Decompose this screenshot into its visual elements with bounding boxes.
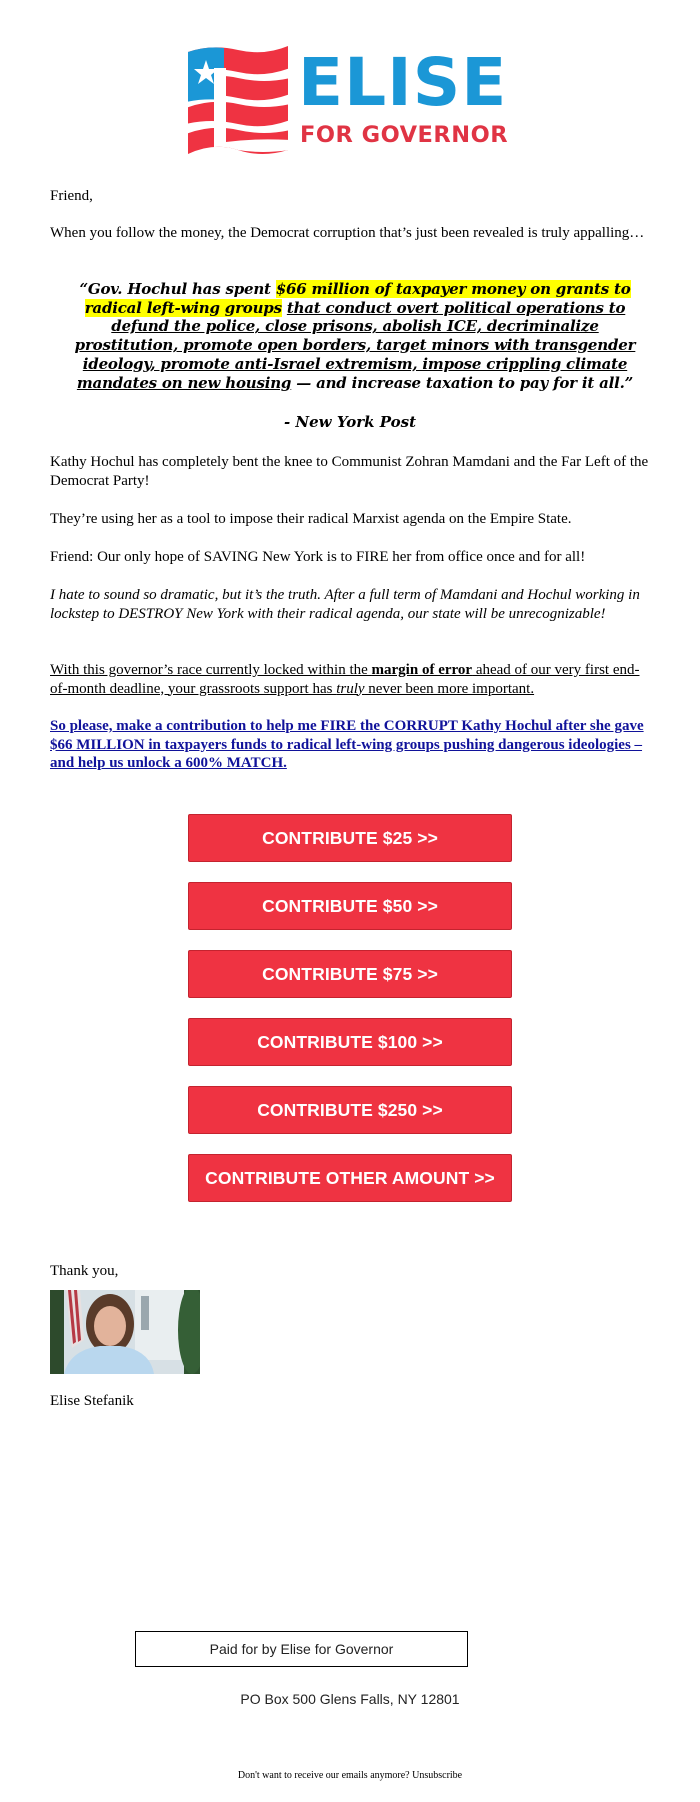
- flag-e-icon: [186, 42, 290, 158]
- sign-off: Thank you,: [50, 1263, 119, 1279]
- greeting: Friend,: [50, 188, 93, 204]
- logo-tagline: FOR GOVERNOR: [300, 122, 509, 148]
- paragraph-4-italic: I hate to sound so dramatic, but it’s the truth. After a full term of Mamdani and Hochul working in lockstep to DESTROY New York with their radical agenda, our state will be unrecognizable!: [50, 587, 640, 622]
- urgency-text-1: With this governor’s race currently locked within the: [50, 662, 372, 678]
- quote-underlined: that conduct overt political operations to defund the police, close prisons, abolish ICE, decriminalize prostitution, promote open borders, target minors with transgender ideology, promote anti-Israel extremism, impose crippling climate mandates on new housing: [74, 298, 636, 392]
- urgency-paragraph: [50, 661, 650, 698]
- quote-close: — and increase taxation to pay for it all.”: [291, 373, 634, 392]
- unsubscribe-link[interactable]: Unsubscribe: [412, 1770, 463, 1781]
- paragraph-1: Kathy Hochul has completely bent the knee to Communist Zohran Mamdani and the Far Left of the Democrat Party!: [50, 454, 649, 489]
- unsubscribe-line: [0, 1770, 700, 1781]
- quote-highlight: $66 million of taxpayer money on grants to radical left-wing groups: [84, 280, 631, 317]
- mailing-address: PO Box 500 Glens Falls, NY 12801: [240, 1691, 460, 1707]
- contribute-50-button[interactable]: CONTRIBUTE $50 >>: [188, 882, 512, 930]
- urgency-italic: truly: [336, 680, 365, 697]
- contribute-100-button[interactable]: CONTRIBUTE $100 >>: [188, 1018, 512, 1066]
- quote-open: “Gov. Hochul has spent: [79, 280, 276, 298]
- paragraph-3: Friend: Our only hope of SAVING New York is to FIRE her from office once and for all!: [50, 549, 586, 565]
- contribute-75-button[interactable]: CONTRIBUTE $75 >>: [188, 950, 512, 998]
- urgency-text-3: never been more important.: [364, 680, 535, 697]
- urgency-bold: margin of error: [371, 662, 473, 678]
- contribute-250-button[interactable]: CONTRIBUTE $250 >>: [188, 1086, 512, 1134]
- logo-wordmark: ELISE: [298, 44, 508, 121]
- contribute-other-amount-button[interactable]: CONTRIBUTE OTHER AMOUNT >>: [188, 1154, 512, 1202]
- signature-name: Elise Stefanik: [50, 1393, 134, 1409]
- paragraph-2: They’re using her as a tool to impose their radical Marxist agenda on the Empire State.: [50, 511, 572, 527]
- pull-quote: [60, 280, 650, 392]
- contribute-25-button[interactable]: CONTRIBUTE $25 >>: [188, 814, 512, 862]
- candidate-photo: [50, 1290, 200, 1374]
- quote-source: - New York Post: [283, 413, 417, 431]
- contribution-cta-link[interactable]: So please, make a contribution to help me FIRE the CORRUPT Kathy Hochul after she gave $66 MILLION in taxpayers funds to radical left-wing groups pushing dangerous ideologies – and help us unlock a 600% MATCH.: [50, 718, 644, 771]
- paid-for-disclaimer: Paid for by Elise for Governor: [135, 1631, 468, 1667]
- unsubscribe-prompt: Don't want to receive our emails anymore?: [237, 1770, 413, 1781]
- urgency-text-2: ahead of our very first end-of-month deadline, your grassroots support has: [50, 662, 640, 697]
- campaign-logo: [186, 42, 516, 158]
- intro-paragraph: When you follow the money, the Democrat corruption that’s just been revealed is truly appalling…: [50, 225, 645, 241]
